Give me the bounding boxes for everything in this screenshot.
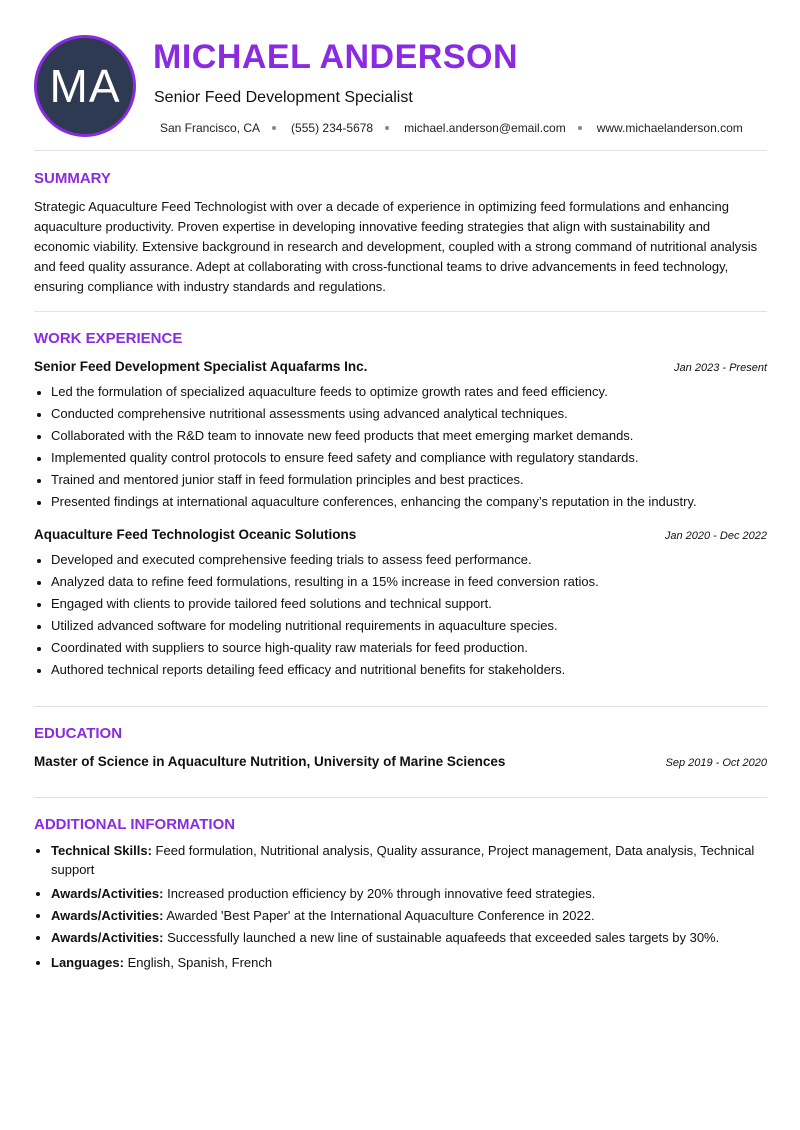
divider — [34, 150, 767, 151]
job-bullets — [34, 549, 784, 681]
list-item: • Utilized advanced software for modeling nutritional requirements in aquaculture species. — [51, 615, 784, 637]
summary-text: Strategic Aquaculture Feed Technologist with over a decade of experience in optimizing feed formulations and enhancing aquaculture productivity. Proven expertise in developing innovative feeding strategies that align with sustainability and economic viability. Extensive background in research and development, coupled with a strong command of nutritional analysis and feed quality assurance. Adept at collaborating with cross-functional teams to drive advancements in feed technology, ensuring compliance with industry standards and regulations. — [34, 199, 758, 294]
list-item: • Analyzed data to refine feed formulations, resulting in a 15% increase in feed conversion ratios. — [51, 571, 784, 593]
summary-heading: SUMMARY — [34, 170, 111, 187]
candidate-name: MICHAEL ANDERSON — [153, 38, 519, 76]
education-entry — [34, 754, 767, 769]
job-role: Aquaculture Feed Technologist Oceanic Solutions — [34, 527, 357, 542]
divider — [34, 706, 767, 707]
contact-phone: (555) 234-5678 — [291, 121, 374, 135]
job-header — [34, 359, 767, 374]
list-item — [51, 906, 784, 925]
contact-location: San Francisco, CA — [160, 121, 261, 135]
list-item: • Authored technical reports detailing feed efficacy and nutritional benefits for stakeholders. — [51, 659, 784, 681]
list-item — [51, 953, 784, 972]
list-item: • Developed and executed comprehensive feeding trials to assess feed performance. — [51, 549, 784, 571]
list-item: • Led the formulation of specialized aquaculture feeds to optimize growth rates and feed efficiency. — [51, 381, 784, 403]
list-item: • Implemented quality control protocols to ensure feed safety and compliance with regulatory standards. — [51, 447, 784, 469]
item-text: Increased production efficiency by 20% through innovative feed strategies. — [167, 886, 596, 901]
separator-dot — [385, 126, 389, 130]
separator-dot — [272, 126, 276, 130]
item-label: Awards/Activities: — [51, 908, 164, 923]
avatar-initials: MA — [49, 60, 121, 112]
job-dates: Jan 2023 - Present — [674, 362, 767, 374]
experience-heading: WORK EXPERIENCE — [34, 330, 183, 347]
education-degree: Master of Science in Aquaculture Nutrition, University of Marine Sciences — [34, 754, 506, 769]
contact-website[interactable]: www.michaelanderson.com — [596, 121, 743, 135]
additional-list — [34, 841, 784, 975]
item-label: Awards/Activities: — [51, 930, 164, 945]
item-text: Successfully launched a new line of sustainable aquafeeds that exceeded sales targets by 30%. — [167, 930, 720, 945]
list-item — [51, 884, 784, 903]
job-bullets — [34, 381, 784, 513]
list-item: • Conducted comprehensive nutritional assessments using advanced analytical techniques. — [51, 403, 784, 425]
job-header — [34, 527, 767, 542]
list-item: • Coordinated with suppliers to source high-quality raw materials for feed production. — [51, 637, 784, 659]
divider — [34, 797, 767, 798]
contact-email[interactable]: michael.anderson@email.com — [404, 121, 566, 135]
list-item — [51, 928, 784, 947]
item-label: Awards/Activities: — [51, 886, 164, 901]
divider — [34, 311, 767, 312]
job-role: Senior Feed Development Specialist Aquafarms Inc. — [34, 359, 368, 374]
item-label: Technical Skills: — [51, 843, 152, 858]
list-item: • Presented findings at international aquaculture conferences, enhancing the company’s reputation in the industry. — [51, 491, 784, 513]
item-text: English, Spanish, French — [127, 955, 273, 970]
avatar — [34, 35, 136, 137]
education-heading: EDUCATION — [34, 725, 123, 742]
education-dates: Sep 2019 - Oct 2020 — [665, 757, 767, 769]
candidate-title: Senior Feed Development Specialist — [154, 89, 413, 106]
list-item: • Collaborated with the R&D team to innovate new feed products that meet emerging market demands. — [51, 425, 784, 447]
additional-heading: ADDITIONAL INFORMATION — [34, 816, 236, 833]
item-text: Awarded 'Best Paper' at the International Aquaculture Conference in 2022. — [166, 908, 595, 923]
separator-dot — [578, 126, 582, 130]
list-item: • Trained and mentored junior staff in feed formulation principles and best practices. — [51, 469, 784, 491]
item-text: Feed formulation, Nutritional analysis, Quality assurance, Project management, Data analysis, Technical support — [51, 843, 755, 877]
item-label: Languages: — [51, 955, 124, 970]
job-dates: Jan 2020 - Dec 2022 — [664, 530, 767, 542]
contact-line — [160, 121, 743, 135]
list-item — [51, 841, 784, 879]
list-item: • Engaged with clients to provide tailored feed solutions and technical support. — [51, 593, 784, 615]
